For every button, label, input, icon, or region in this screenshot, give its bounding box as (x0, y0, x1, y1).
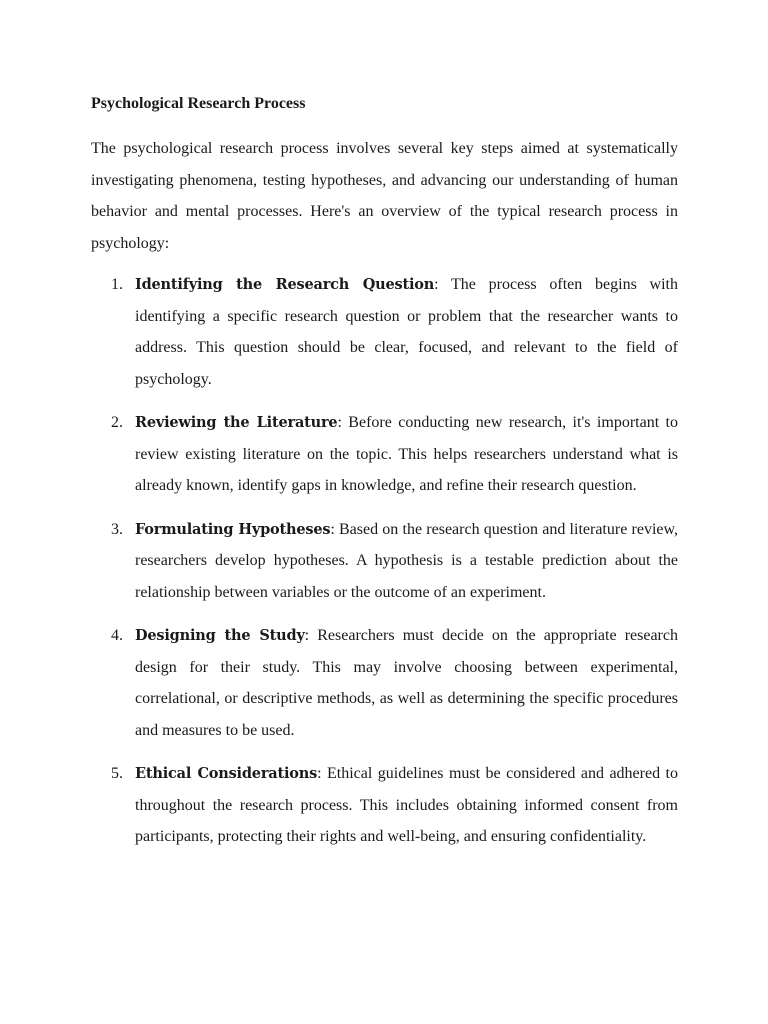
steps-list (91, 269, 678, 853)
list-number: 3. (111, 520, 123, 538)
list-number: 4. (111, 627, 123, 644)
step-term: Reviewing the Literature (135, 414, 338, 431)
step-text: : Ethical guidelines must be considered and adhered to throughout the research process. This includes obtaining informed consent from participants, protecting their rights and well-being, and ensuring confidentiality. (135, 765, 678, 845)
list-item (91, 407, 678, 502)
step-term: Formulating Hypotheses (135, 520, 331, 538)
list-number: 2. (111, 414, 123, 431)
step-text: : Researchers must decide on the appropriate research design for their study. This may involve choosing between experimental, correlational, or descriptive methods, as well as determining the specific procedures and measures to be used. (135, 627, 678, 739)
list-item (91, 269, 678, 395)
step-text: : Before conducting new research, it's important to review existing literature on the topic. This helps researchers understand what is already known, identify gaps in knowledge, and refine their research question. (135, 414, 678, 494)
step-term: Designing the Study (135, 627, 305, 644)
list-number: 1. (111, 276, 123, 293)
list-number: 5. (111, 765, 123, 782)
list-item (91, 514, 678, 609)
list-item (91, 758, 678, 853)
list-item (91, 620, 678, 746)
document-page (91, 84, 678, 865)
step-term: Ethical Considerations (135, 765, 318, 782)
intro-paragraph: The psychological research process involves several key steps aimed at systematically investigating phenomena, testing hypotheses, and advancing our understanding of human behavior and mental processes. Here's an overview of the typical research process in psychology: (91, 140, 678, 252)
step-text: : The process often begins with identifying a specific research question or problem that the researcher wants to address. This question should be clear, focused, and relevant to the field of psychology. (135, 276, 679, 388)
step-text: : Based on the research question and literature review, researchers develop hypotheses. A hypothesis is a testable prediction about the relationship between variables or the outcome of an experiment. (135, 520, 678, 601)
step-term: Identifying the Research Question (135, 276, 435, 293)
document-title: Psychological Research Process (91, 95, 306, 112)
